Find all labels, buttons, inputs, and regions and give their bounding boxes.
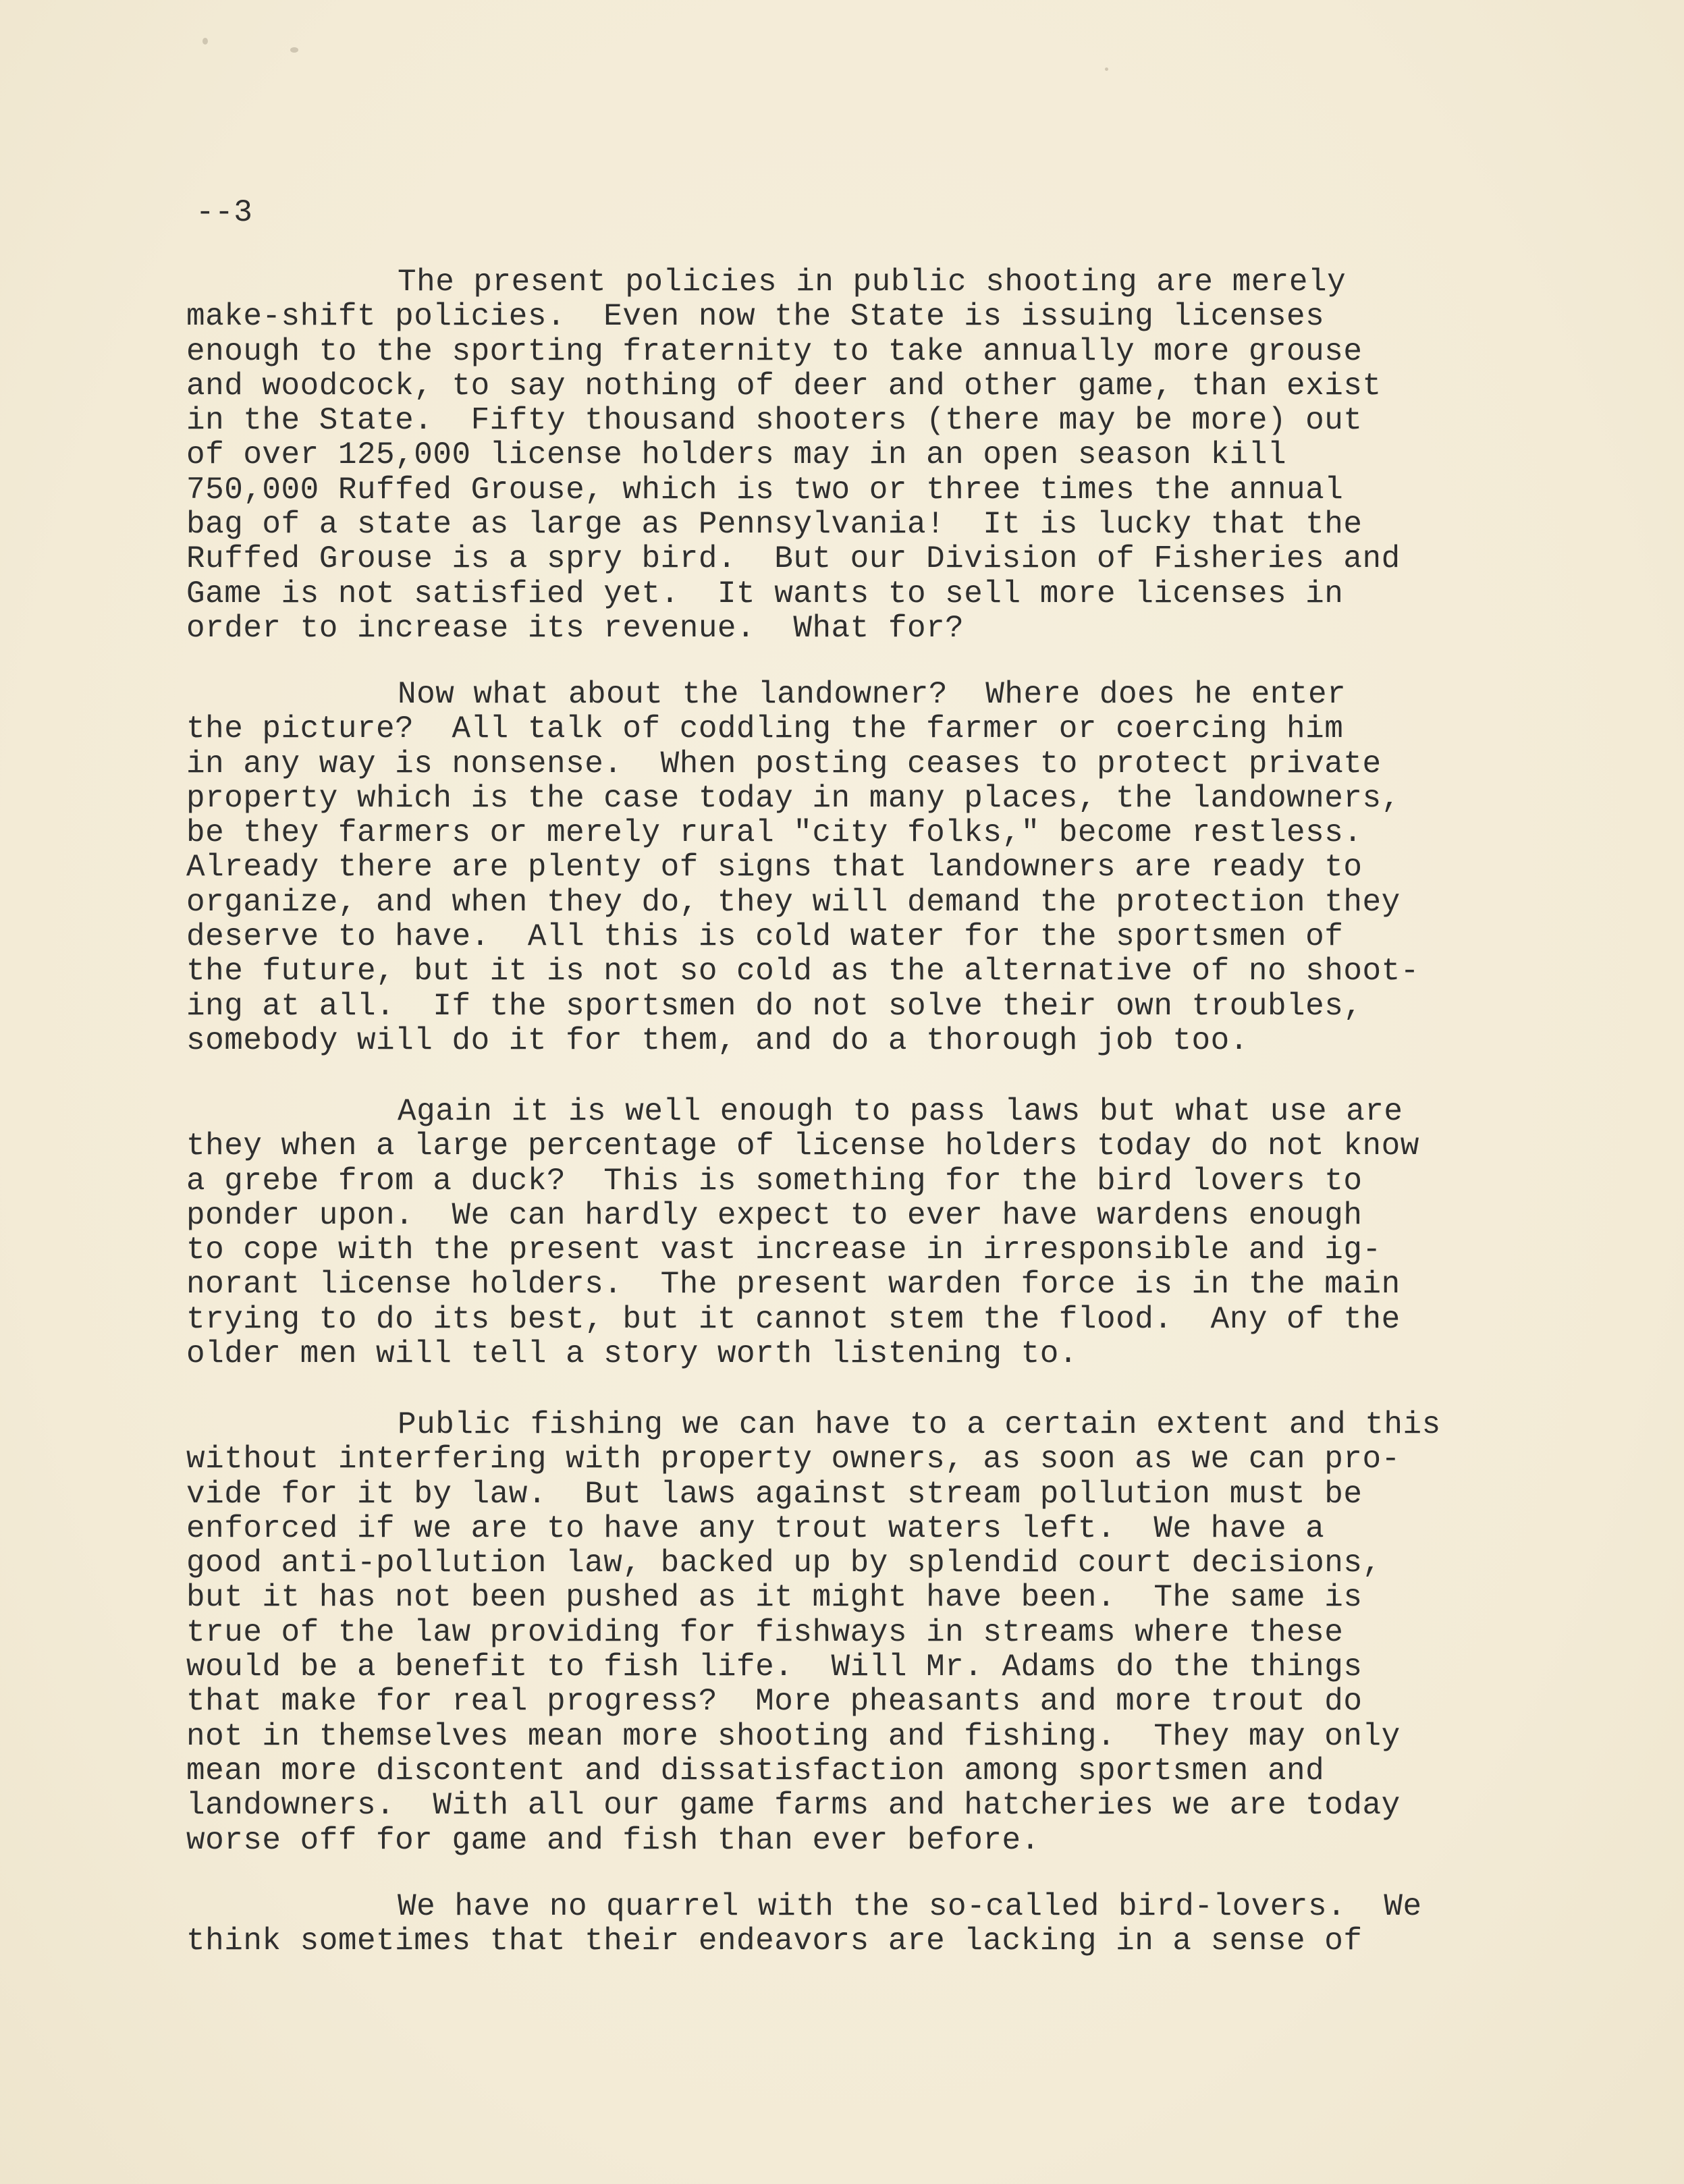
text-line: vide for it by law. But laws against stream pollution must be — [186, 1476, 1363, 1512]
text-line: Public fishing we can have to a certain extent and this — [398, 1407, 1441, 1442]
text-line: Ruffed Grouse is a spry bird. But our Division of Fisheries and — [186, 541, 1401, 577]
text-line: Game is not satisfied yet. It wants to sell more licenses in — [186, 576, 1344, 611]
text-line: of over 125,000 license holders may in an open season kill — [186, 437, 1287, 473]
text-line: Again it is well enough to pass laws but what use are — [398, 1094, 1403, 1129]
text-line: The present policies in public shooting are merely — [398, 265, 1347, 300]
text-line: property which is the case today in many places, the landowners, — [186, 780, 1401, 816]
text-line: be they farmers or merely rural "city folks," become restless. — [186, 815, 1363, 851]
text-line: 750,000 Ruffed Grouse, which is two or three times the annual — [186, 472, 1344, 508]
page-number: --3 — [196, 195, 253, 230]
text-line: a grebe from a duck? This is something for the bird lovers to — [186, 1163, 1363, 1199]
paper-speck — [202, 38, 208, 45]
paragraph-2 — [186, 678, 1419, 1058]
text-line: ponder upon. We can hardly expect to ever have wardens enough — [186, 1197, 1363, 1233]
text-line: without interfering with property owners, as soon as we can pro- — [186, 1442, 1401, 1477]
text-line: would be a benefit to fish life. Will Mr. Adams do the things — [186, 1649, 1363, 1685]
text-line: older men will tell a story worth listening to. — [186, 1336, 1078, 1372]
text-line: mean more discontent and dissatisfaction among sportsmen and — [186, 1753, 1325, 1789]
text-line: organize, and when they do, they will demand the protection they — [186, 884, 1401, 920]
text-line: and woodcock, to say nothing of deer and other game, than exist — [186, 368, 1382, 404]
text-line: landowners. With all our game farms and hatcheries we are today — [186, 1788, 1401, 1824]
paper-speck — [1105, 67, 1108, 71]
text-line: but it has not been pushed as it might have been. The same is — [186, 1580, 1363, 1616]
text-line: the picture? All talk of coddling the farmer or coercing him — [186, 711, 1344, 747]
text-line: true of the law providing for fishways in streams where these — [186, 1614, 1344, 1650]
paper-speck — [290, 47, 298, 53]
text-line: deserve to have. All this is cold water for the sportsmen of — [186, 919, 1344, 955]
text-line: in the State. Fifty thousand shooters (there may be more) out — [186, 403, 1363, 439]
text-line: worse off for game and fish than ever before. — [186, 1822, 1040, 1858]
text-line: enforced if we are to have any trout waters left. We have a — [186, 1510, 1325, 1546]
text-line: think sometimes that their endeavors are lacking in a sense of — [186, 1923, 1363, 1959]
paragraph-3 — [186, 1095, 1419, 1371]
text-line: enough to the sporting fraternity to take annually more grouse — [186, 333, 1363, 369]
text-line: good anti-pollution law, backed up by splendid court decisions, — [186, 1546, 1382, 1581]
text-line: ing at all. If the sportsmen do not solve their own troubles, — [186, 988, 1363, 1024]
text-line: trying to do its best, but it cannot stem the flood. Any of the — [186, 1301, 1401, 1337]
text-line: somebody will do it for them, and do a thorough job too. — [186, 1022, 1249, 1058]
text-line: to cope with the present vast increase in irresponsible and ig- — [186, 1232, 1382, 1268]
text-line: Already there are plenty of signs that landowners are ready to — [186, 850, 1363, 885]
text-line: not in themselves mean more shooting and fishing. They may only — [186, 1718, 1401, 1754]
text-line: the future, but it is not so cold as the alternative of no shoot- — [186, 954, 1419, 989]
text-line: norant license holders. The present warden force is in the main — [186, 1267, 1401, 1303]
text-line: that make for real progress? More pheasants and more trout do — [186, 1684, 1363, 1720]
text-line: We have no quarrel with the so-called bird-lovers. We — [398, 1889, 1422, 1924]
text-line: order to increase its revenue. What for? — [186, 610, 965, 646]
text-line: make-shift policies. Even now the State is issuing licenses — [186, 299, 1325, 335]
paragraph-5 — [186, 1890, 1422, 1959]
text-line: they when a large percentage of license holders today do not know — [186, 1128, 1419, 1164]
text-line: Now what about the landowner? Where does he enter — [398, 677, 1347, 712]
paragraph-4 — [186, 1408, 1441, 1858]
paragraph-1 — [186, 265, 1401, 646]
text-line: in any way is nonsense. When posting ceases to protect private — [186, 746, 1382, 782]
text-line: bag of a state as large as Pennsylvania! It is lucky that the — [186, 507, 1363, 543]
